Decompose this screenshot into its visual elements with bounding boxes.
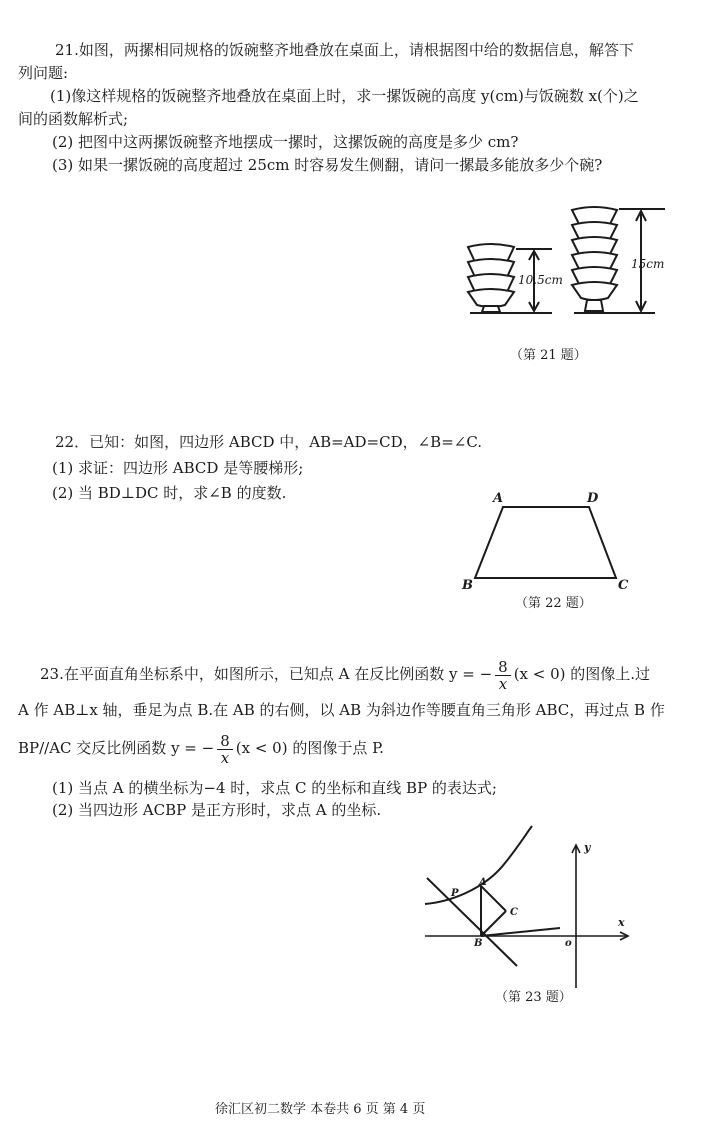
- q21-large-height-label: 15cm: [631, 257, 665, 271]
- q23-line-3-post: (x < 0) 的图像于点 P.: [235, 739, 384, 757]
- q23-text-line-1: [40, 654, 650, 694]
- q23-line-1-post: (x < 0) 的图像上.过: [513, 665, 651, 683]
- q21-part-2: (2) 把图中这两摞饭碗整齐地摆成一摞时，这摞饭碗的高度是多少 cm?: [52, 133, 519, 151]
- q23-part-2: (2) 当四边形 ACBP 是正方形时，求点 A 的坐标.: [52, 801, 382, 819]
- q23-fraction-2: [217, 733, 233, 766]
- q23-segment-bc-extended: [481, 928, 560, 936]
- q23-fraction-2-denominator: x: [220, 748, 230, 767]
- q21-part-1-cont: 间的函数解析式;: [18, 110, 129, 128]
- q23-line-3-pre: BP//AC 交反比例函数 y = −: [18, 739, 215, 757]
- q23-segment-cb: [481, 911, 506, 936]
- q23-label-x: x: [618, 916, 625, 929]
- q23-line-bp: [427, 878, 517, 966]
- q23-coordinate-figure: [425, 826, 628, 988]
- q23-label-y: y: [584, 841, 591, 854]
- q21-large-stack: [572, 207, 617, 311]
- q22-text-line-1: 22．已知：如图，四边形 ABCD 中，AB=AD=CD，∠B=∠C.: [55, 433, 483, 451]
- q23-label-p: P: [451, 888, 459, 899]
- q21-part-1: (1)像这样规格的饭碗整齐地叠放在桌面上时，求一摞饭碗的高度 y(cm)与饭碗数 x(个)之: [50, 87, 639, 105]
- q22-vertex-a: A: [493, 491, 504, 506]
- q23-fraction-2-numerator: 8: [217, 733, 233, 750]
- q23-fraction-1-numerator: 8: [495, 659, 511, 676]
- q21-small-stack: [468, 244, 514, 312]
- q22-trapezoid: [475, 507, 616, 578]
- q23-part-1: (1) 当点 A 的横坐标为−4 时，求点 C 的坐标和直线 BP 的表达式;: [52, 779, 497, 797]
- q22-vertex-b: B: [462, 578, 473, 593]
- q23-segment-ac: [481, 886, 506, 911]
- q21-part-3: (3) 如果一摞饭碗的高度超过 25cm 时容易发生侧翻，请问一摞最多能放多少个碗?: [52, 156, 603, 174]
- q21-text-line-1: 21.如图，两摞相同规格的饭碗整齐地叠放在桌面上，请根据图中给的数据信息，解答下: [55, 41, 634, 59]
- q23-axes: [425, 845, 628, 988]
- q23-caption: （第 23 题）: [495, 990, 572, 1005]
- q21-text-line-2: 列问题:: [18, 64, 69, 82]
- q23-text-line-2: A 作 AB⊥x 轴，垂足为点 B.在 AB 的右侧，以 AB 为斜边作等腰直角三角形 ABC，再过点 B 作: [18, 701, 665, 719]
- q22-part-2: (2) 当 BD⊥DC 时，求∠B 的度数.: [52, 484, 287, 502]
- q22-vertex-c: C: [618, 578, 629, 593]
- q23-lines: [427, 878, 560, 966]
- q23-label-b: B: [474, 938, 483, 949]
- q23-text-line-3: [18, 728, 384, 768]
- q23-label-c: C: [510, 907, 518, 918]
- q22-trapezoid-figure: [461, 491, 629, 593]
- q22-vertex-d: D: [587, 491, 599, 506]
- q23-label-a: A: [479, 877, 487, 888]
- page-footer: 徐汇区初二数学 本卷共 6 页 第 4 页: [215, 1102, 426, 1117]
- q21-caption: （第 21 题）: [510, 348, 587, 363]
- q23-label-origin: o: [565, 938, 572, 949]
- q22-caption: （第 22 题）: [515, 596, 592, 611]
- q21-small-height-label: 10.5cm: [518, 273, 563, 287]
- q23-fraction-1: [495, 659, 511, 692]
- q23-fraction-1-denominator: x: [498, 674, 508, 693]
- q23-line-1-pre: 23.在平面直角坐标系中，如图所示，已知点 A 在反比例函数 y = −: [40, 665, 493, 683]
- q22-part-1: (1) 求证：四边形 ABCD 是等腰梯形;: [52, 459, 304, 477]
